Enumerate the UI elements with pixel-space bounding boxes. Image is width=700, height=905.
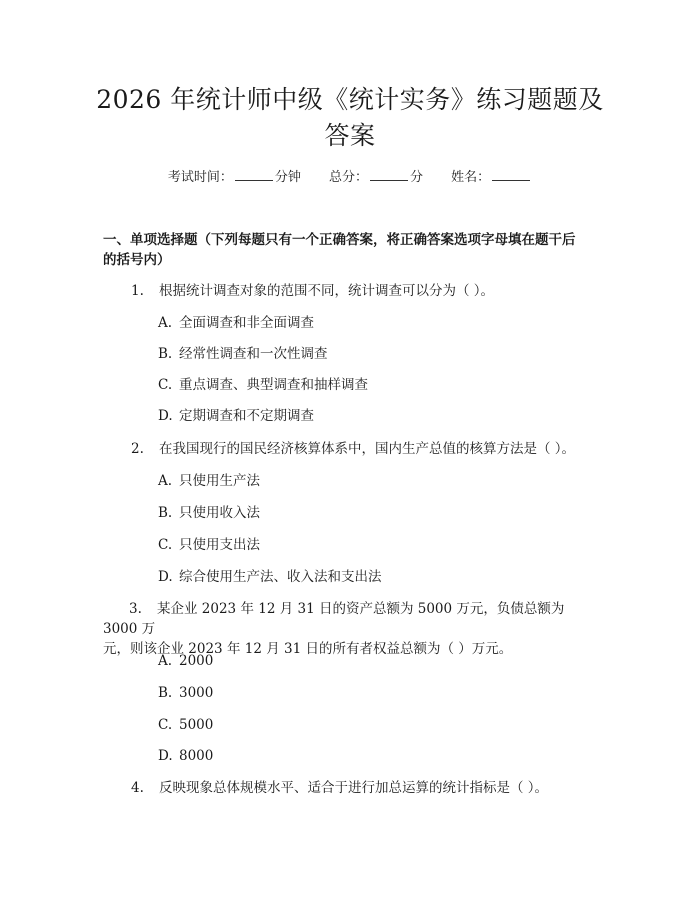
- option-text: 重点调查、典型调查和抽样调查: [179, 377, 368, 393]
- section-heading: [103, 230, 603, 270]
- option-letter: B.: [158, 346, 173, 362]
- page-title: [60, 82, 640, 154]
- name-field: [451, 168, 532, 187]
- option-letter: B.: [158, 505, 173, 521]
- question-3-option-b: [158, 683, 213, 703]
- question-2-option-b: [158, 503, 260, 523]
- question-number: 3.: [129, 601, 142, 617]
- option-text: 只使用支出法: [179, 537, 260, 553]
- exam-meta: [0, 168, 700, 187]
- question-1-option-a: [158, 313, 314, 333]
- option-letter: C.: [158, 377, 173, 393]
- question-2: [131, 439, 575, 459]
- total-score-unit: 分: [410, 170, 424, 185]
- option-letter: A.: [158, 473, 173, 489]
- option-letter: D.: [158, 408, 173, 424]
- question-2-option-d: [158, 567, 382, 587]
- option-letter: C.: [158, 537, 173, 553]
- option-text: 全面调查和非全面调查: [179, 315, 314, 331]
- exam-time-field: [168, 168, 301, 187]
- title-line-2: 答案: [324, 121, 376, 150]
- option-letter: C.: [158, 717, 173, 733]
- question-number: 1.: [131, 283, 144, 299]
- option-letter: D.: [158, 748, 173, 764]
- option-text: 综合使用生产法、收入法和支出法: [179, 569, 382, 585]
- option-text: 只使用收入法: [179, 505, 260, 521]
- question-2-option-a: [158, 471, 260, 491]
- question-4: [131, 778, 548, 798]
- option-text: 5000: [179, 717, 214, 733]
- question-text: 根据统计调查对象的范围不同，统计调查可以分为（ ）。: [159, 283, 495, 299]
- question-2-option-c: [158, 535, 260, 555]
- question-1-option-b: [158, 344, 328, 364]
- option-text: 2000: [179, 653, 214, 669]
- question-text-line-1: [103, 599, 600, 639]
- section-heading-line-2: 的括号内）: [103, 252, 171, 268]
- question-3-option-a: [158, 651, 213, 671]
- question-3-option-d: [158, 746, 213, 766]
- name-blank: [492, 168, 530, 181]
- question-1-option-c: [158, 375, 368, 395]
- option-text: 8000: [179, 748, 214, 764]
- question-text-line-2: 元，则该企业 2023 年 12 月 31 日的所有者权益总额为（ ）万元。: [103, 641, 513, 657]
- option-letter: A.: [158, 653, 173, 669]
- section-heading-line-1: 一、单项选择题（下列每题只有一个正确答案，将正确答案选项字母填在题干后: [103, 232, 576, 248]
- option-letter: B.: [158, 685, 173, 701]
- question-3: [103, 599, 600, 659]
- title-line-1: 2026 年统计师中级《统计实务》练习题题及: [96, 85, 604, 114]
- option-letter: D.: [158, 569, 173, 585]
- option-text: 只使用生产法: [179, 473, 260, 489]
- question-text: 某企业 2023 年 12 月 31 日的资产总额为 5000 万元，负债总额为 3000 万: [103, 601, 565, 637]
- question-3-option-c: [158, 715, 213, 735]
- question-1: [131, 281, 494, 301]
- exam-time-unit: 分钟: [274, 170, 301, 185]
- question-text: 反映现象总体规模水平、适合于进行加总运算的统计指标是（ ）。: [159, 780, 549, 796]
- option-text: 经常性调查和一次性调查: [179, 346, 328, 362]
- total-score-field: [329, 168, 423, 187]
- question-number: 2.: [131, 441, 144, 457]
- exam-time-label: 考试时间：: [167, 170, 233, 185]
- option-text: 定期调查和不定期调查: [179, 408, 314, 424]
- question-1-option-d: [158, 406, 314, 426]
- option-text: 3000: [179, 685, 214, 701]
- option-letter: A.: [158, 315, 173, 331]
- question-number: 4.: [131, 780, 144, 796]
- total-score-blank: [370, 168, 408, 181]
- total-score-label: 总分：: [328, 170, 368, 185]
- exam-time-blank: [235, 168, 273, 181]
- name-label: 姓名：: [451, 170, 491, 185]
- question-text: 在我国现行的国民经济核算体系中，国内生产总值的核算方法是（ ）。: [159, 441, 576, 457]
